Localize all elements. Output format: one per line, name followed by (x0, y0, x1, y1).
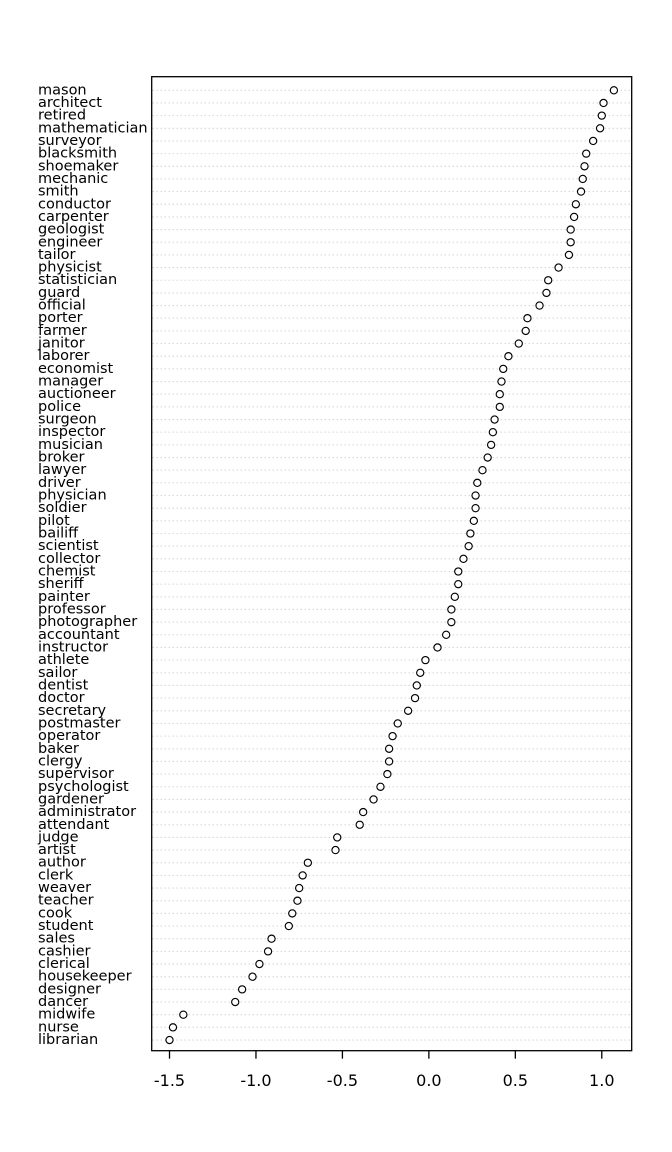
data-point (484, 454, 491, 461)
category-label: instructor (38, 639, 109, 656)
category-label: midwife (38, 1006, 96, 1023)
data-point (567, 226, 574, 233)
data-point (581, 163, 588, 170)
category-label: mathematician (38, 120, 148, 137)
data-point (543, 289, 550, 296)
data-point (332, 846, 339, 853)
category-label: collector (38, 550, 101, 567)
category-label: athlete (38, 652, 90, 669)
data-point (579, 175, 586, 182)
category-label: artist (38, 842, 76, 859)
category-label: geologist (38, 221, 105, 238)
data-point (572, 201, 579, 208)
category-label: lawyer (38, 462, 87, 479)
data-point (610, 87, 617, 94)
data-point (496, 403, 503, 410)
category-label: tailor (38, 246, 76, 263)
category-label: sales (38, 930, 75, 947)
data-point (455, 568, 462, 575)
data-point (496, 391, 503, 398)
category-label: nurse (38, 1019, 79, 1036)
category-label: porter (38, 310, 83, 327)
category-label: driver (38, 474, 81, 491)
data-point (356, 821, 363, 828)
data-point (268, 935, 275, 942)
data-point (360, 808, 367, 815)
data-point (422, 657, 429, 664)
data-point (472, 492, 479, 499)
data-point (411, 695, 418, 702)
category-label: clerical (38, 956, 90, 973)
category-label: clerk (38, 867, 74, 884)
category-label: smith (38, 183, 79, 200)
category-label: blacksmith (38, 145, 118, 162)
data-point (479, 467, 486, 474)
category-label: dentist (38, 677, 89, 694)
category-label: farmer (38, 322, 87, 339)
category-label: accountant (38, 626, 120, 643)
data-point (434, 644, 441, 651)
data-point (583, 150, 590, 157)
category-label: judge (38, 829, 79, 846)
data-point (515, 340, 522, 347)
category-label: scientist (38, 538, 99, 555)
data-point (249, 973, 256, 980)
x-tick-label: 0.5 (502, 1071, 529, 1090)
data-point (524, 315, 531, 322)
data-point (377, 783, 384, 790)
category-label: architect (38, 94, 102, 111)
data-point (545, 277, 552, 284)
data-point (590, 137, 597, 144)
category-label: statistician (38, 272, 118, 289)
data-point (500, 365, 507, 372)
x-tick-label: -0.5 (326, 1071, 359, 1090)
category-label: attendant (38, 816, 110, 833)
category-label: retired (38, 107, 87, 124)
category-label: surgeon (38, 411, 97, 428)
category-label: guard (38, 284, 81, 301)
data-point (474, 479, 481, 486)
category-label: psychologist (38, 778, 129, 795)
category-label: inspector (38, 424, 106, 441)
data-point (491, 416, 498, 423)
category-label: librarian (38, 1032, 99, 1049)
category-label: shoemaker (38, 158, 119, 175)
category-label: gardener (38, 791, 104, 808)
data-point (289, 910, 296, 917)
data-point (417, 669, 424, 676)
data-point (448, 606, 455, 613)
category-label: painter (38, 588, 90, 605)
category-label: baker (38, 740, 79, 757)
category-label: janitor (38, 335, 85, 352)
data-point (472, 505, 479, 512)
data-point (505, 353, 512, 360)
category-label: author (38, 854, 86, 871)
data-point (394, 720, 401, 727)
data-point (304, 859, 311, 866)
x-axis (154, 1051, 615, 1090)
category-label: cashier (38, 943, 91, 960)
data-point (488, 441, 495, 448)
data-point (555, 264, 562, 271)
data-point (467, 530, 474, 537)
data-point (571, 213, 578, 220)
category-label: economist (38, 360, 114, 377)
category-label: bailiff (38, 525, 79, 542)
data-point (299, 872, 306, 879)
category-label: postmaster (38, 715, 121, 732)
data-point (166, 1036, 173, 1043)
data-point (296, 884, 303, 891)
category-label: mechanic (38, 170, 109, 187)
data-point (264, 948, 271, 955)
data-point (451, 593, 458, 600)
data-point (169, 1024, 176, 1031)
category-label: student (38, 918, 94, 935)
category-label: carpenter (38, 208, 109, 225)
data-point (465, 543, 472, 550)
data-point (256, 960, 263, 967)
category-label: professor (38, 601, 106, 618)
category-label: musician (38, 436, 103, 453)
category-label: cook (38, 905, 73, 922)
x-tick-label: 1.0 (589, 1071, 615, 1090)
data-point (600, 99, 607, 106)
category-label: weaver (38, 880, 92, 897)
category-label: physician (38, 487, 107, 504)
data-point (413, 682, 420, 689)
category-label: secretary (38, 702, 107, 719)
category-label: pilot (38, 512, 70, 529)
category-label: auctioneer (38, 386, 116, 403)
category-label: operator (38, 728, 101, 745)
category-label: photographer (38, 614, 138, 631)
category-label: designer (38, 981, 101, 998)
data-point (389, 733, 396, 740)
data-points (166, 87, 618, 1044)
data-point (470, 517, 477, 524)
category-labels (37, 82, 148, 1048)
data-point (460, 555, 467, 562)
data-point (384, 771, 391, 778)
category-label: supervisor (38, 766, 114, 783)
category-label: surveyor (38, 132, 102, 149)
category-label: conductor (38, 196, 111, 213)
data-point (455, 581, 462, 588)
data-point (577, 188, 584, 195)
x-tick-label: -1.0 (240, 1071, 272, 1090)
data-point (386, 745, 393, 752)
plot-border (152, 77, 632, 1051)
category-label: manager (38, 373, 104, 390)
data-point (239, 986, 246, 993)
data-point (443, 631, 450, 638)
data-point (596, 125, 603, 132)
data-point (334, 834, 341, 841)
category-label: sheriff (38, 576, 84, 593)
data-point (405, 707, 412, 714)
x-tick-label: 0.0 (416, 1071, 442, 1090)
data-point (489, 429, 496, 436)
data-point (448, 619, 455, 626)
data-point (294, 897, 301, 904)
category-label: doctor (38, 690, 85, 707)
data-point (567, 239, 574, 246)
data-point (522, 327, 529, 334)
data-point (598, 112, 605, 119)
data-point (565, 251, 572, 258)
category-label: dancer (38, 994, 89, 1011)
data-point (386, 758, 393, 765)
data-point (285, 922, 292, 929)
category-label: housekeeper (38, 968, 132, 985)
data-point (498, 378, 505, 385)
category-label: broker (38, 449, 85, 466)
category-label: official (38, 297, 86, 314)
grid-layer (153, 90, 631, 1040)
category-label: chemist (38, 563, 96, 580)
category-label: clergy (38, 753, 83, 770)
category-label: police (38, 398, 82, 415)
category-label: physicist (38, 259, 102, 276)
data-point (536, 302, 543, 309)
data-point (232, 998, 239, 1005)
data-point (370, 796, 377, 803)
category-label: sailor (38, 664, 78, 681)
data-point (180, 1011, 187, 1018)
category-label: laborer (38, 348, 90, 365)
category-label: mason (38, 82, 87, 99)
x-tick-label: -1.5 (153, 1071, 186, 1090)
category-label: administrator (38, 804, 137, 821)
category-label: teacher (38, 892, 94, 909)
category-label: engineer (38, 234, 103, 251)
category-label: soldier (38, 500, 87, 517)
